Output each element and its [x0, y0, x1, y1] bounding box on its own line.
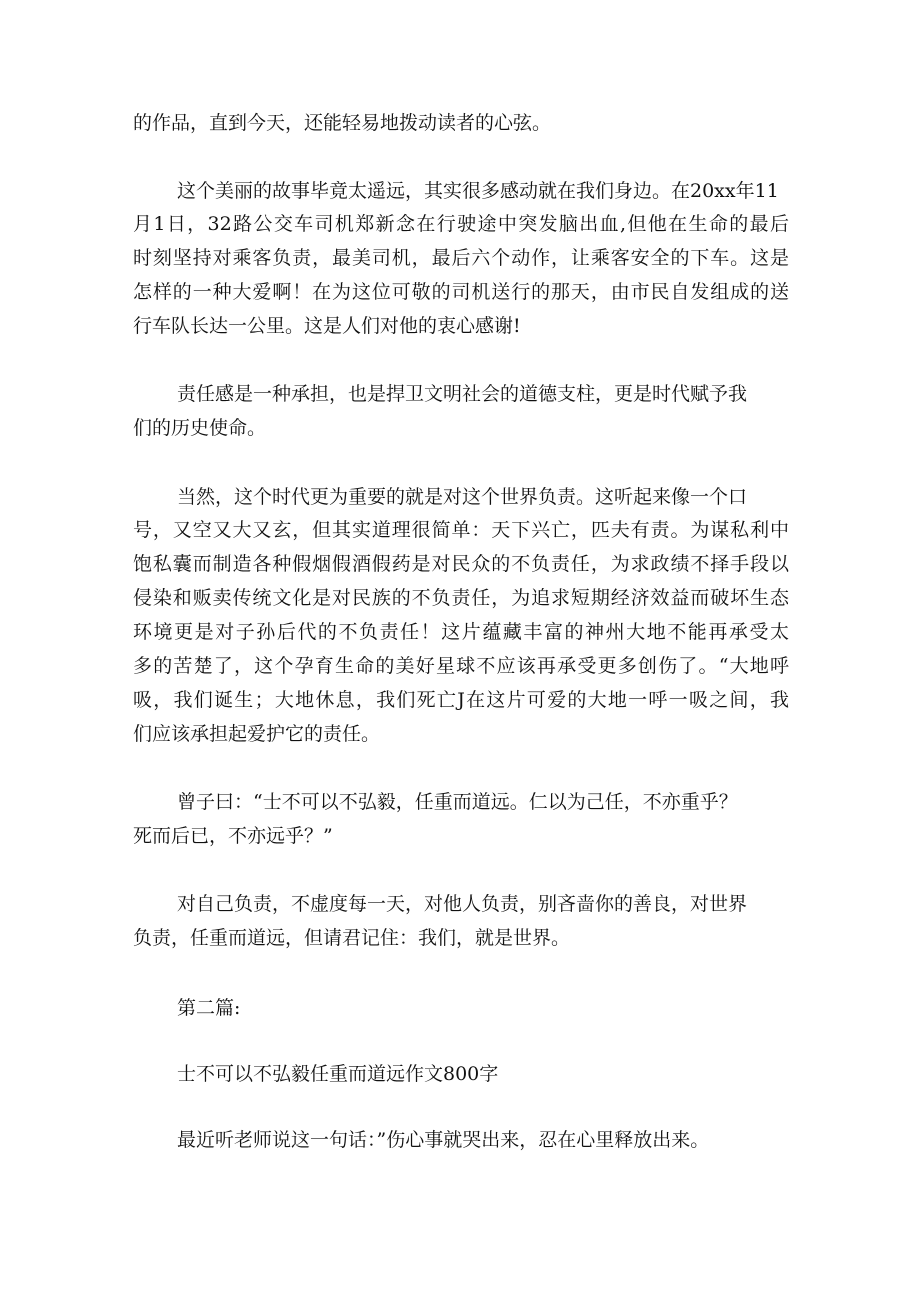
- section-heading: 第二篇:: [177, 997, 241, 1019]
- paragraph-line: 对自己负责，不虚度每一天，对他人负责，别吝啬你的善良，对世界: [177, 893, 748, 915]
- paragraph-line: 们应该承担起爱护它的责任。: [133, 723, 381, 745]
- paragraph-line: 负责，任重而道远，但请君记住：我们，就是世界。: [133, 927, 571, 949]
- paragraph-line: 号，又空又大又玄，但其实道理很简单：天下兴亡，匹夫有责。为谋私利中: [133, 519, 789, 541]
- paragraph-line: 当然，这个时代更为重要的就是对这个世界负责。这听起来像一个口: [177, 486, 748, 508]
- paragraph-line: 们的历史使命。: [133, 417, 267, 439]
- paragraph-line: 死而后已，不亦远乎？”: [133, 825, 333, 847]
- paragraph-line: 吸，我们诞生；大地休息，我们死亡J在这片可爱的大地一呼一吸之间，我: [133, 689, 789, 711]
- paragraph-line: 怎样的一种大爱啊！在为这位可敬的司机送行的那天，由市民自发组成的送: [133, 281, 789, 303]
- paragraph-line: 的作品，直到今天，还能轻易地拨动读者的心弦。: [133, 112, 552, 134]
- paragraph-line: 月1日，32路公交车司机郑新念在行驶途中突发脑出血,但他在生命的最后: [133, 213, 789, 235]
- essay-title: 士不可以不弘毅任重而道远作文800字: [177, 1063, 499, 1085]
- paragraph-line: 这个美丽的故事毕竟太遥远，其实很多感动就在我们身边。在20xx年11: [177, 180, 779, 202]
- paragraph-line: 侵染和贩卖传统文化是对民族的不负责任，为追求短期经济效益而破坏生态: [133, 587, 789, 609]
- paragraph-line: 多的苦楚了，这个孕育生命的美好星球不应该再承受更多创伤了。“大地呼: [133, 655, 789, 677]
- paragraph-line: 饱私囊而制造各种假烟假酒假药是对民众的不负责任，为求政绩不择手段以: [133, 553, 789, 575]
- paragraph-line: 最近听老师说这一句话：”伤心事就哭出来，忍在心里释放出来。: [177, 1129, 710, 1151]
- paragraph-line: 曾子曰：“士不可以不弘毅，任重而道远。仁以为己任，不亦重乎？: [177, 791, 738, 813]
- paragraph-line: 责任感是一种承担，也是捍卫文明社会的道德支柱，更是时代赋予我: [177, 383, 748, 405]
- paragraph-line: 环境更是对子孙后代的不负责任！这片蕴藏丰富的神州大地不能再承受太: [133, 621, 789, 643]
- paragraph-line: 行车队长达一公里。这是人们对他的衷心感谢!: [133, 315, 521, 337]
- paragraph-line: 时刻坚持对乘客负责，最美司机，最后六个动作，让乘客安全的下车。这是: [133, 247, 789, 269]
